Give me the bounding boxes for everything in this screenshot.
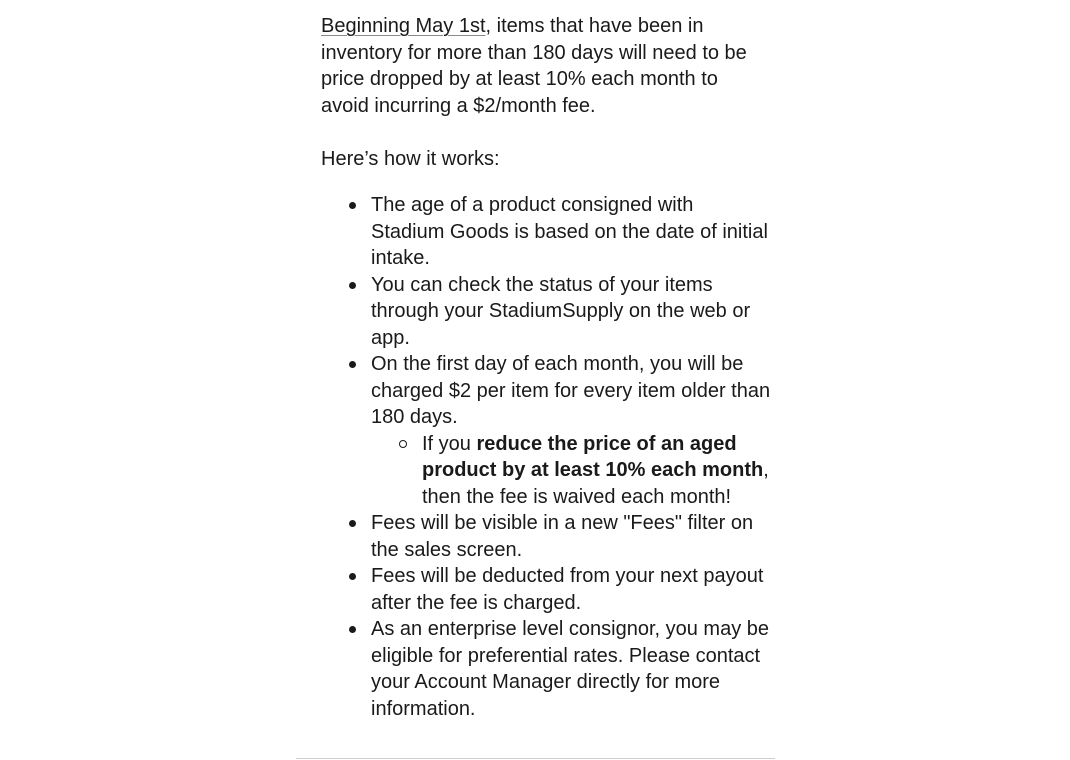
email-body [321,13,771,722]
bottom-divider [296,758,775,759]
intro-paragraph [321,13,771,119]
list-item-text: Fees will be deducted from your next payout after the fee is charged. [371,565,764,614]
sub-item-lead: If you [422,432,477,455]
sub-item-tail: , then the fee is waived each month! [422,459,769,508]
list-item-enterprise-rates [371,616,771,722]
list-item-text: The age of a product consigned with Stadium Goods is based on the date of initial intake. [371,194,768,269]
sub-item-bold: reduce the price of an aged product by at least 10% each month [422,432,764,481]
sub-list-item-fee-waiver [422,431,771,511]
list-item-text: On the first day of each month, you will be charged $2 per item for every item older than 180 days. [371,353,771,428]
list-item-text: As an enterprise level consignor, you may be eligible for preferential rates. Please contact your Account Manager directly for more information. [371,618,769,720]
list-item-fee-deduction [371,563,771,616]
list-item-text: Fees will be visible in a new "Fees" filter on the sales screen. [371,512,754,561]
list-item-fees-filter [371,510,771,563]
list-item-check-status [371,272,771,352]
intro-text: , items that have been in inventory for more than 180 days will need to be price dropped by at least 10% each month to avoid incurring a $2/month fee. [321,15,747,117]
rules-list [321,192,771,722]
how-it-works-heading: Here’s how it works: [321,147,500,170]
list-item-product-age [371,192,771,272]
date-link[interactable]: Beginning May 1st [321,15,486,37]
sub-list [371,431,771,511]
list-item-text: You can check the status of your items through your StadiumSupply on the web or app. [371,273,751,349]
list-item-monthly-charge [371,351,771,510]
